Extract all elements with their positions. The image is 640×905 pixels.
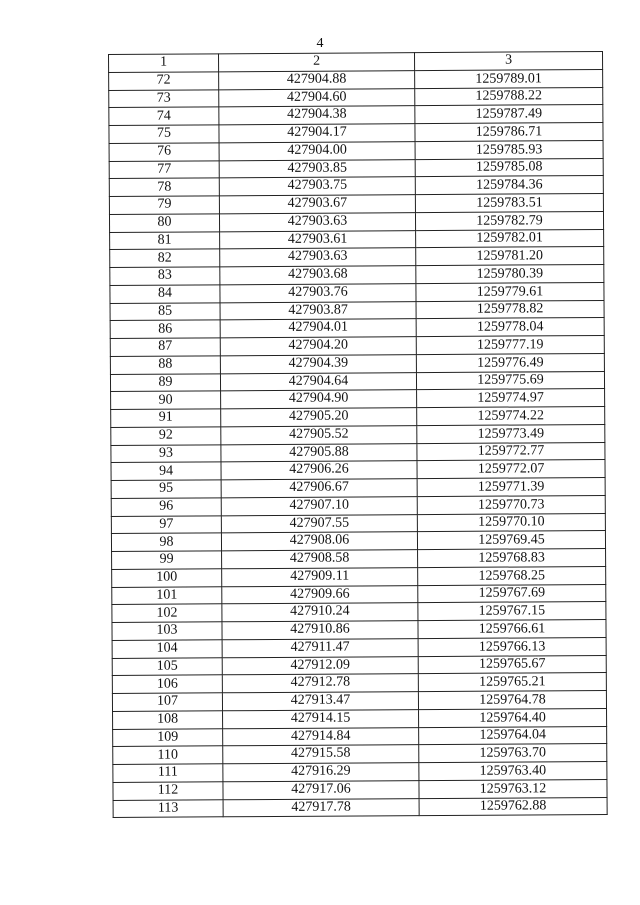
point-number-cell: 98 [111,533,221,551]
x-coordinate-cell: 427904.90 [221,390,417,409]
table-row [110,318,604,339]
coordinates-table-wrapper [108,51,607,818]
x-coordinate-cell: 427904.00 [219,141,415,160]
x-coordinate-cell: 427904.01 [220,319,416,338]
point-number-cell: 86 [110,320,220,338]
table-row [110,247,604,268]
column-header-2: 2 [219,53,415,72]
point-number-cell: 96 [111,498,221,516]
column-header-1: 1 [109,54,219,72]
x-coordinate-cell: 427903.63 [219,212,415,231]
y-coordinate-cell: 1259763.12 [419,779,607,798]
y-coordinate-cell: 1259768.25 [418,566,606,585]
point-number-cell: 102 [112,604,222,622]
y-coordinate-cell: 1259782.79 [415,211,603,230]
x-coordinate-cell: 427903.61 [220,230,416,249]
point-number-cell: 101 [112,586,222,604]
table-row [110,371,604,392]
point-number-cell: 94 [111,462,221,480]
point-number-cell: 84 [110,285,220,303]
table-row [111,442,605,463]
x-coordinate-cell: 427904.38 [219,106,415,125]
point-number-cell: 91 [111,409,221,427]
y-coordinate-cell: 1259786.71 [415,122,603,141]
table-row [111,460,605,481]
table-row [110,300,604,321]
y-coordinate-cell: 1259765.21 [418,673,606,692]
table-row [111,424,605,445]
y-coordinate-cell: 1259782.01 [416,229,604,248]
x-coordinate-cell: 427904.20 [220,337,416,356]
table-row [109,211,603,232]
x-coordinate-cell: 427911.47 [222,638,418,657]
point-number-cell: 83 [110,267,220,285]
x-coordinate-cell: 427909.11 [222,567,418,586]
y-coordinate-cell: 1259770.10 [417,513,605,532]
table-row [109,105,603,126]
column-header-3: 3 [414,51,602,70]
point-number-cell: 85 [110,302,220,320]
table-row [113,779,607,800]
table-row [113,726,607,747]
x-coordinate-cell: 427917.78 [223,798,419,817]
x-coordinate-cell: 427905.52 [221,425,417,444]
x-coordinate-cell: 427914.84 [223,727,419,746]
point-number-cell: 109 [113,728,223,746]
point-number-cell: 107 [112,693,222,711]
x-coordinate-cell: 427905.20 [221,408,417,427]
table-row [112,566,606,587]
y-coordinate-cell: 1259783.51 [415,193,603,212]
point-number-cell: 111 [113,764,223,782]
y-coordinate-cell: 1259780.39 [416,264,604,283]
y-coordinate-cell: 1259785.08 [415,158,603,177]
y-coordinate-cell: 1259776.49 [416,353,604,372]
y-coordinate-cell: 1259781.20 [416,247,604,266]
table-row [112,655,606,676]
table-body [109,69,608,818]
point-number-cell: 72 [109,72,219,90]
x-coordinate-cell: 427909.66 [222,585,418,604]
x-coordinate-cell: 427910.86 [222,621,418,640]
table-row [109,176,603,197]
table-row [113,708,607,729]
point-number-cell: 95 [111,480,221,498]
y-coordinate-cell: 1259764.40 [419,708,607,727]
x-coordinate-cell: 427903.68 [220,266,416,285]
point-number-cell: 88 [110,356,220,374]
x-coordinate-cell: 427914.15 [223,709,419,728]
point-number-cell: 93 [111,444,221,462]
table-row [111,389,605,410]
x-coordinate-cell: 427904.88 [219,70,415,89]
table-row [110,335,604,356]
point-number-cell: 79 [109,196,219,214]
table-row [109,158,603,179]
y-coordinate-cell: 1259784.36 [415,176,603,195]
table-row [111,513,605,534]
x-coordinate-cell: 427907.10 [221,496,417,515]
point-number-cell: 73 [109,89,219,107]
y-coordinate-cell: 1259767.15 [418,602,606,621]
x-coordinate-cell: 427916.29 [223,763,419,782]
point-number-cell: 76 [109,143,219,161]
y-coordinate-cell: 1259768.83 [418,548,606,567]
table-row [110,229,604,250]
y-coordinate-cell: 1259778.04 [416,318,604,337]
x-coordinate-cell: 427904.17 [219,124,415,143]
x-coordinate-cell: 427904.60 [219,88,415,107]
point-number-cell: 90 [111,391,221,409]
x-coordinate-cell: 427903.67 [219,195,415,214]
point-number-cell: 105 [112,657,222,675]
y-coordinate-cell: 1259774.97 [417,389,605,408]
y-coordinate-cell: 1259779.61 [416,282,604,301]
x-coordinate-cell: 427912.78 [222,674,418,693]
point-number-cell: 110 [113,746,223,764]
x-coordinate-cell: 427904.64 [220,372,416,391]
point-number-cell: 81 [110,231,220,249]
point-number-cell: 99 [112,551,222,569]
y-coordinate-cell: 1259770.73 [417,495,605,514]
point-number-cell: 108 [113,711,223,729]
table-row [110,353,604,374]
y-coordinate-cell: 1259773.49 [417,424,605,443]
point-number-cell: 74 [109,107,219,125]
point-number-cell: 104 [112,640,222,658]
point-number-cell: 75 [109,125,219,143]
x-coordinate-cell: 427917.06 [223,780,419,799]
x-coordinate-cell: 427903.87 [220,301,416,320]
table-row [109,193,603,214]
table-row [113,761,607,782]
x-coordinate-cell: 427906.67 [221,479,417,498]
x-coordinate-cell: 427910.24 [222,603,418,622]
table-row [109,87,603,108]
table-row [113,797,607,818]
table-row [109,140,603,161]
table-row [113,744,607,765]
x-coordinate-cell: 427903.63 [220,248,416,267]
table-row [110,264,604,285]
x-coordinate-cell: 427906.26 [221,461,417,480]
point-number-cell: 103 [112,622,222,640]
y-coordinate-cell: 1259788.22 [415,87,603,106]
y-coordinate-cell: 1259763.70 [419,744,607,763]
x-coordinate-cell: 427907.55 [221,514,417,533]
coordinates-table [108,51,608,818]
y-coordinate-cell: 1259767.69 [418,584,606,603]
table-row [110,282,604,303]
table-row [111,406,605,427]
y-coordinate-cell: 1259765.67 [418,655,606,674]
point-number-cell: 89 [110,373,220,391]
table-row [112,584,606,605]
page-number: 4 [316,36,324,51]
table-row [112,602,606,623]
table-row [109,122,603,143]
y-coordinate-cell: 1259766.61 [418,619,606,638]
y-coordinate-cell: 1259787.49 [415,105,603,124]
table-row [109,69,603,90]
y-coordinate-cell: 1259766.13 [418,637,606,656]
point-number-cell: 82 [110,249,220,267]
table-row [112,619,606,640]
x-coordinate-cell: 427903.76 [220,283,416,302]
x-coordinate-cell: 427903.75 [219,177,415,196]
x-coordinate-cell: 427905.88 [221,443,417,462]
point-number-cell: 77 [109,160,219,178]
y-coordinate-cell: 1259764.78 [418,690,606,709]
point-number-cell: 80 [109,214,219,232]
point-number-cell: 112 [113,782,223,800]
y-coordinate-cell: 1259774.22 [417,406,605,425]
y-coordinate-cell: 1259777.19 [416,335,604,354]
point-number-cell: 100 [112,569,222,587]
table-row [111,495,605,516]
table-row [111,531,605,552]
y-coordinate-cell: 1259771.39 [417,477,605,496]
point-number-cell: 106 [112,675,222,693]
x-coordinate-cell: 427915.58 [223,745,419,764]
point-number-cell: 87 [110,338,220,356]
table-row [112,673,606,694]
table-row [111,477,605,498]
point-number-cell: 78 [109,178,219,196]
x-coordinate-cell: 427913.47 [222,692,418,711]
y-coordinate-cell: 1259785.93 [415,140,603,159]
y-coordinate-cell: 1259772.07 [417,460,605,479]
x-coordinate-cell: 427908.06 [221,532,417,551]
y-coordinate-cell: 1259763.40 [419,761,607,780]
table-row [112,690,606,711]
x-coordinate-cell: 427912.09 [222,656,418,675]
y-coordinate-cell: 1259789.01 [415,69,603,88]
table-row [112,548,606,569]
y-coordinate-cell: 1259769.45 [417,531,605,550]
y-coordinate-cell: 1259764.04 [419,726,607,745]
y-coordinate-cell: 1259762.88 [419,797,607,816]
x-coordinate-cell: 427903.85 [219,159,415,178]
y-coordinate-cell: 1259772.77 [417,442,605,461]
point-number-cell: 97 [111,515,221,533]
x-coordinate-cell: 427908.58 [222,550,418,569]
point-number-cell: 113 [113,799,223,817]
x-coordinate-cell: 427904.39 [220,354,416,373]
table-row [112,637,606,658]
y-coordinate-cell: 1259778.82 [416,300,604,319]
point-number-cell: 92 [111,427,221,445]
y-coordinate-cell: 1259775.69 [416,371,604,390]
